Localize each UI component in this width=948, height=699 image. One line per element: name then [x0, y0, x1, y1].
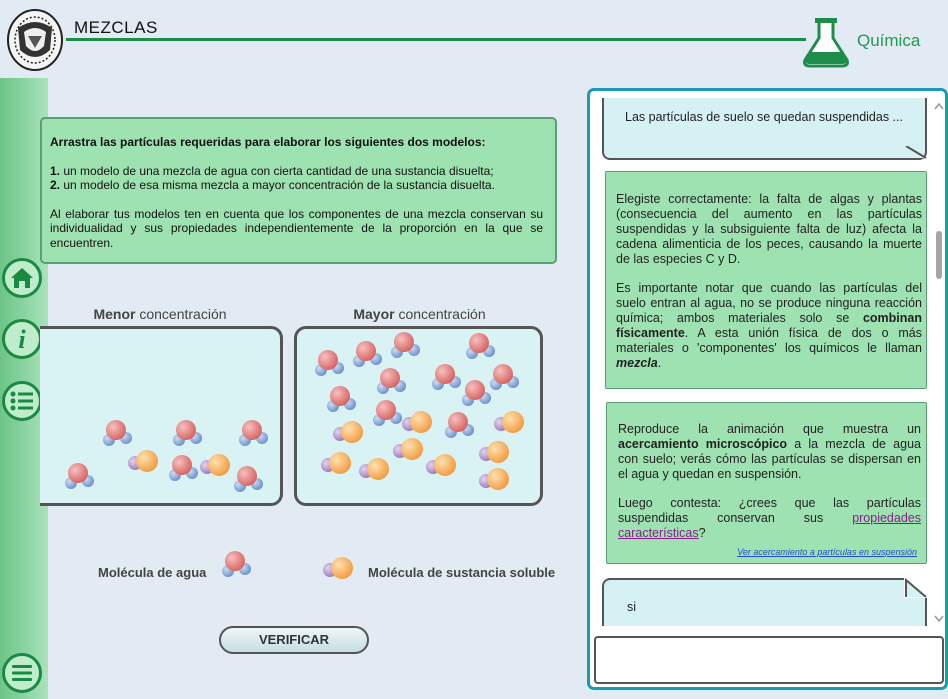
bubble-tail [904, 146, 928, 160]
solute-molecule-icon[interactable] [426, 454, 456, 476]
instructions-note: Al elaborar tus modelos ten en cuenta que los componentes de una mezcla conservan su individualidad y sus propiedades independientemente de la proporción en la que se encuentren. [50, 206, 543, 250]
item-2-number: 2. [50, 178, 61, 192]
subject-label: Química [857, 31, 921, 50]
solute-molecule-icon[interactable] [479, 441, 509, 463]
solute-molecule-icon[interactable] [333, 421, 363, 443]
water-molecule-icon[interactable] [462, 380, 491, 406]
water-molecule-icon[interactable] [445, 412, 474, 438]
low-concentration-caption: Menor concentración [93, 306, 227, 322]
solute-molecule-icon[interactable] [494, 411, 524, 433]
solute-molecule-icon[interactable] [321, 452, 351, 474]
menu-button[interactable] [2, 653, 42, 693]
water-molecule-icon[interactable] [65, 463, 94, 489]
chat-reply-text: si [627, 600, 637, 614]
chat-scrollbar[interactable] [933, 101, 945, 626]
water-molecule-icon[interactable] [377, 368, 406, 394]
item-2-text: un modelo de esa misma mezcla a mayor concentración de la sustancia disuelta. [60, 178, 495, 192]
water-molecule-icon[interactable] [373, 400, 402, 426]
answer-paragraph-2: Es importante notar que cuando las partículas del suelo entran al agua, no se produce ninguna reacción química; ambos materiales solo se combinan físicamente. A esta unión física de dos o más materiales o 'componentes' los químicos le llaman mezcla. [616, 281, 922, 370]
flask-icon [800, 16, 852, 68]
water-molecule-icon[interactable] [432, 364, 461, 390]
characteristic-properties-link[interactable]: propiedades características [618, 511, 921, 540]
chat-question-text: Las partículas de suelo se quedan suspendidas ... [625, 110, 903, 124]
verify-button[interactable]: VERIFICAR [219, 626, 369, 654]
water-molecule-icon[interactable] [466, 333, 495, 359]
solute-molecule-icon[interactable] [323, 557, 353, 579]
water-molecule-label: Molécula de agua [98, 565, 207, 580]
bubble-tail [904, 578, 928, 598]
page-title: MEZCLAS [74, 18, 158, 37]
suspension-animation-link[interactable]: Ver acercamiento a partículas en suspensión [737, 547, 917, 557]
solute-molecule-icon[interactable] [393, 438, 423, 460]
scroll-thumb [936, 231, 942, 279]
solute-molecule-icon[interactable] [402, 411, 432, 433]
water-molecule-icon[interactable] [490, 364, 519, 390]
water-molecule-icon[interactable] [234, 466, 263, 492]
prompt-paragraph-1: Reproduce la animación que muestra un acercamiento microscópico a la mezcla de agua con suelo; verás cómo las partículas se dispersan en el agua y quedan en suspensión. [618, 422, 921, 481]
water-molecule-icon[interactable] [103, 420, 132, 446]
menu-icon [10, 663, 34, 683]
instructions-heading: Arrastra las partículas requeridas para elaborar los siguientes dos modelos: [50, 135, 486, 149]
solute-molecule-icon[interactable] [200, 454, 230, 476]
solute-molecule-label: Molécula de sustancia soluble [368, 565, 556, 580]
high-concentration-caption: Mayor concentración [353, 306, 486, 322]
solute-molecule-icon[interactable] [359, 458, 389, 480]
scroll-up-icon [935, 104, 943, 109]
item-1-number: 1. [50, 163, 61, 178]
svg-text:i: i [18, 325, 26, 353]
chat-reply-bubble [602, 578, 927, 626]
water-molecule-icon[interactable] [239, 420, 268, 446]
water-molecule-icon[interactable] [353, 341, 382, 367]
prompt-paragraph-2: Luego contesta: ¿crees que las partículas suspendidas conservan sus propiedades características? [618, 496, 921, 540]
item-1-text: un modelo de una mezcla de agua con cierta cantidad de una sustancia disuelta; [60, 163, 494, 178]
water-molecule-icon[interactable] [169, 455, 198, 481]
chat-question-bubble [602, 98, 927, 160]
water-molecule-icon[interactable] [173, 420, 202, 446]
solute-molecule-icon[interactable] [479, 468, 509, 490]
scroll-down-icon [935, 616, 943, 621]
chat-prompt-bubble [606, 402, 927, 564]
water-molecule-icon[interactable] [315, 350, 344, 376]
water-molecule-icon[interactable] [391, 332, 420, 358]
water-molecule-icon[interactable] [222, 551, 251, 577]
chat-answer-bubble [605, 171, 927, 389]
water-molecule-icon[interactable] [327, 386, 356, 412]
answer-paragraph-1: Elegiste correctamente: la falta de algas y plantas (consecuencia del aumento en las partículas suspendidas y la subsiguiente falta de luz) afecta la cadena alimenticia de los peces, causando la muerte de las especies C y D. [616, 192, 922, 266]
reply-input[interactable] [594, 636, 944, 684]
solute-molecule-icon[interactable] [128, 450, 158, 472]
